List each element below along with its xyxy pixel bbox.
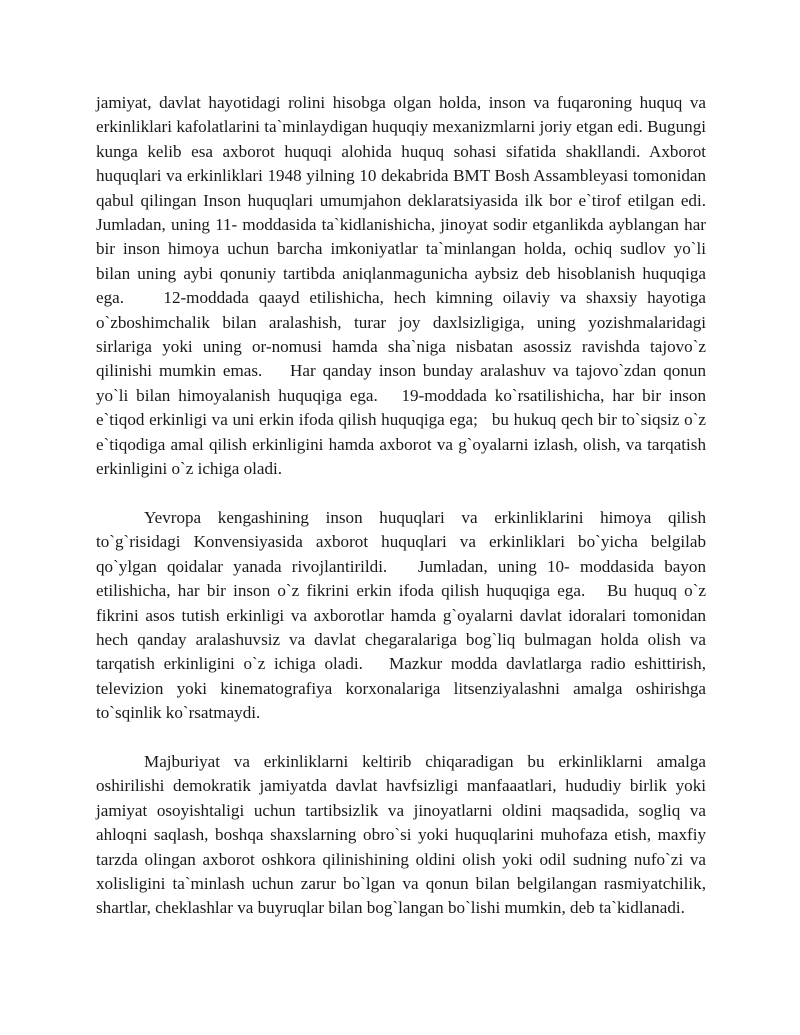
paragraph-3: Majburiyat va erkinliklarni keltirib chiqaradigan bu erkinliklarni amalga oshirilishi demokratik jamiyatda davlat havfsizligi manfaaatlari, hududiy birlik yoki jamiyat osoyishtaligi uchun tartibsizlik va jinoyatlarni oldini maqsadida, sogliq va ahloqni saqlash, boshqa shaxslarning obro`si yoki huquqlarini muhofaza etish, maxfiy tarzda olingan axborot oshkora qilinishining oldini olish yoki odil sudning nufo`zi va xolisligini ta`minlash uchun zarur bo`lgan va qonun bilan belgilangan rasmiyatchilik, shartlar, cheklashlar va buyruqlar bilan bog`langan bo`lishi mumkin, deb ta`kidlanadi. <box>96 751 711 918</box>
paragraph-1: jamiyat, davlat hayotidagi rolini hisobga olgan holda, inson va fuqaroning huquq va erkinliklari kafolatlarini ta`minlaydigan huquqiy mexanizmlarni joriy etgan edi. Bugungi kunga kelib esa axborot huquqi alohida huquq sohasi sifatida shakllandi. Axborot huquqlari va erkinliklari 1948 yilning 10 dekabrida BMT Bosh Assambleyasi tomonidan qabul qilingan Inson huquqlari umumjahon deklaratsiyasida ilk bor e`tirof etilgan edi. Jumladan, uning 11- moddasida ta`kidlanishicha, jinoyat sodir etganlikda ayblangan har bir inson himoya uchun barcha imkoniyatlar ta`minlangan holda, ochiq sudlov yo`li bilan uning aybi qonuniy tartibda aniqlanmagunicha aybsiz deb hisoblanish huquqiga ega. 12-moddada qaayd etilishicha, hech kimning oilaviy va shaxsiy hayotiga o`zboshimchalik bilan aralashish, turar joy daxlsizligiga, uning yozishmalaridagi sirlariga yoki uning or-nomusi hamda sha`niga nisbatan asossiz ravishda tajovo`z qilinishi mumkin emas. Har qanday inson bunday aralashuv va tajovo`zdan qonun yo`li bilan himoyalanish huquqiga ega. 19-moddada ko`rsatilishicha, har bir inson e`tiqod erkinligi va uni erkin ifoda qilish huquqiga ega; bu hukuq qech bir to`siqsiz o`z e`tiqodiga amal qilish erkinligini hamda axborot va g`oyalarni izlash, olish, va tarqatish erkinligini o`z ichiga oladi. <box>96 93 711 479</box>
paragraph-2: Yevropa kengashining inson huquqlari va erkinliklarini himoya qilish to`g`risidagi Konvensiyasida axborot huquqlari va erkinliklari bo`yicha belgilab qo`ylgan qoidalar yanada rivojlantirildi. Jumladan, uning 10- moddasida bayon etilishicha, har bir inson o`z fikrini erkin ifoda qilish huquqiga ega. Bu huquq o`z fikrini asos tutish erkinligi va axborotlar hamda g`oyalarni davlat idoralari tomonidan hech qanday aralashuvsiz va davlat chegaralariga bog`liq bulmagan holda olish va tarqatish erkinligini o`z ichiga oladi. Mazkur modda davlatlarga radio eshittirish, televizion yoki kinematografiya korxonalariga litsenziyalashni amalga oshirishga to`sqinlik ko`rsatmaydi. <box>96 507 711 723</box>
document-page <box>96 91 711 921</box>
